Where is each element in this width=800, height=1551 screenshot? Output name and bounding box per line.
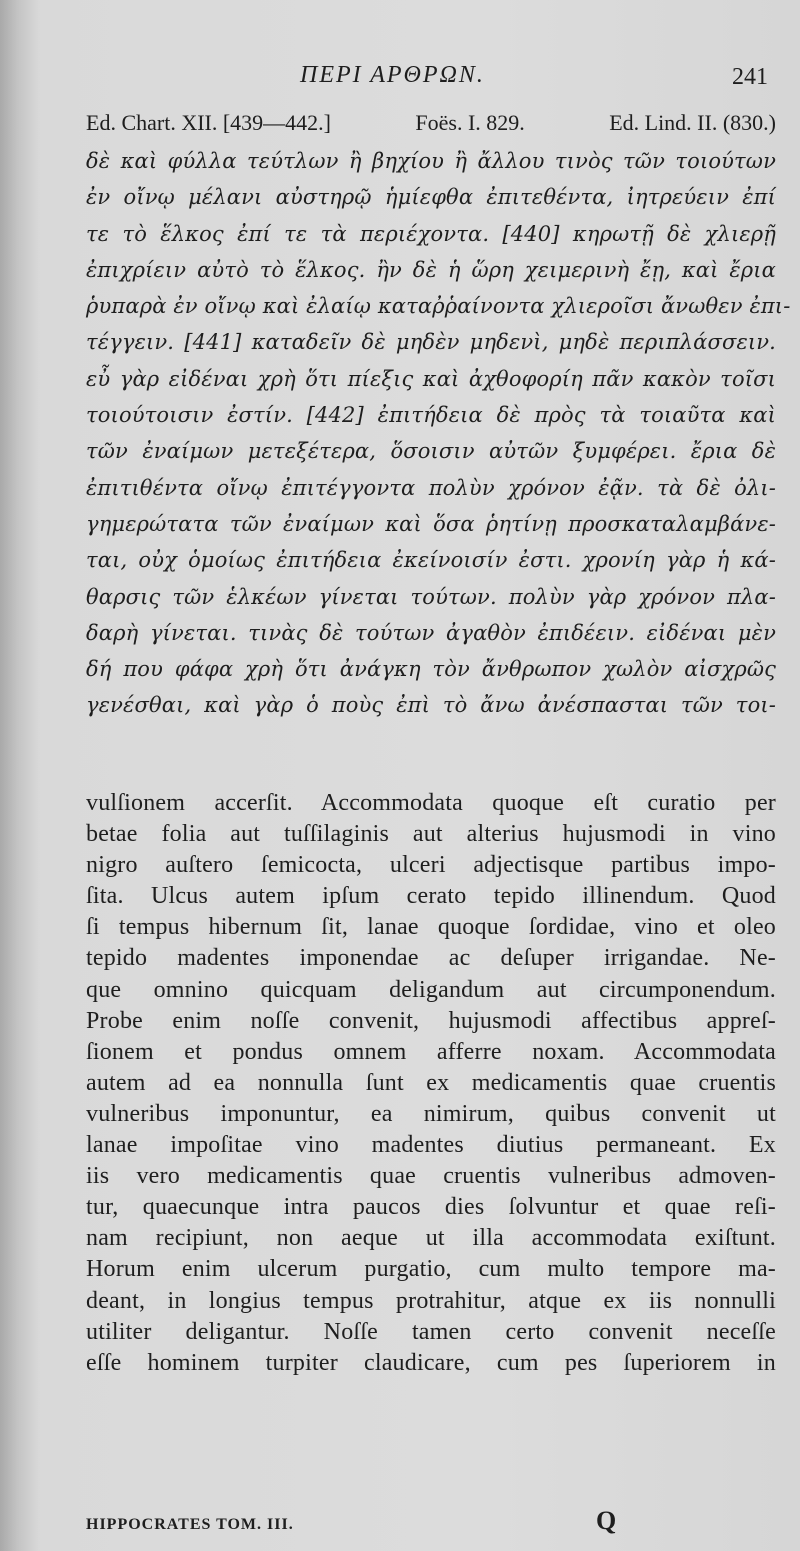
greek-line: ῥυπαρὰ ἐν οἴνῳ καὶ ἐλαίῳ καταῤῥαίνοντα χλιεροῖσι ἄνωθεν ἐπι- [86,294,791,319]
signature-mark: Q [596,1506,617,1535]
greek-line: γημερώτατα τῶν ἐναίμων καὶ ὅσα ῥητίνῃ προσκαταλαμβάνε- [86,511,776,536]
latin-line: betae folia aut tuſſilaginis aut alterius hujusmodi in vino [86,821,776,848]
page-footer [86,1506,776,1542]
greek-line: εὖ γὰρ εἰδέναι χρὴ ὅτι πίεξις καὶ ἀχθοφορίη πᾶν κακὸν τοῖσι [86,366,776,391]
greek-line: ἐν οἴνῳ μέλανι αὐστηρῷ ἡμίεφθα ἐπιτεθέντα, ἰητρεύειν ἐπί [86,185,776,210]
greek-line: δὲ καὶ φύλλα τεύτλων ἢ βηχίου ἢ ἄλλου τινὸς τῶν τοιούτων [86,149,776,173]
greek-line: τε τὸ ἕλκος ἐπί τε τὰ περιέχοντα. [440] κηρωτῇ δὲ χλιερῇ [86,221,776,246]
latin-line: vulneribus imponuntur, ea nimirum, quibus convenit ut [86,1100,776,1127]
latin-line: lanae impoſitae vino madentes diutius permaneant. Ex [86,1132,776,1159]
greek-text-block [86,143,791,724]
latin-line: tepido madentes imponendae ac deſuper irrigandae. Ne- [86,945,776,972]
greek-line: τῶν ἐναίμων μετεξέτερα, ὅσοισιν αὐτῶν ξυμφέρει. ἔρια δὲ [86,439,776,464]
latin-line: nam recipiunt, non aeque ut illa accommodata exiſtunt. [86,1225,776,1252]
greek-line: δή που φάφα χρὴ ὅτι ἀνάγκη τὸν ἄνθρωπον χωλὸν αἰσχρῶς [86,657,776,682]
latin-line: ſionem et pondus omnem afferre noxam. Accommodata [86,1038,776,1065]
greek-line: γενέσθαι, καὶ γὰρ ὁ ποὺς ἐπὶ τὸ ἄνω ἀνέσπασται τῶν τοι- [86,693,776,718]
running-title: ΠΕΡΙ ΑΡΘΡΩΝ. [300,62,485,88]
latin-line: vulſionem accerſit. Accommodata quoque eſt curatio per [86,790,776,816]
latin-line: eſſe hominem turpiter claudicare, cum pes ſuperiorem in [86,1349,776,1376]
greek-line: ἐπιχρίειν αὐτὸ τὸ ἕλκος. ἢν δὲ ἡ ὥρη χειμερινὴ ἔῃ, καὶ ἔρια [86,257,776,282]
latin-line: utiliter deligantur. Noſſe tamen certo convenit neceſſe [86,1318,776,1345]
edition-chartier: Ed. Chart. XII. [439—442.] [86,110,332,135]
greek-line: τέγγειν. [441] καταδεῖν δὲ μηδὲν μηδενὶ, μηδὲ περιπλάσσειν. [86,330,776,355]
latin-line: que omnino quicquam deligandum aut circumponendum. [86,976,776,1003]
greek-line: ται, οὐχ ὁμοίως ἐπιτήδεια ἐκείνοισίν ἐστι. χρονίη γὰρ ἡ κά- [86,548,776,573]
edition-reference-line [86,110,776,136]
greek-line: θαρσις τῶν ἑλκέων γίνεται τούτων. πολὺν γὰρ χρόνον πλα- [86,584,776,609]
page-number: 241 [732,64,768,90]
greek-line: ἐπιτιθέντα οἴνῳ ἐπιτέγγοντα πολὺν χρόνον ἐᾷν. τὰ δὲ ὀλι- [86,475,776,500]
greek-line: δαρὴ γίνεται. τινὰς δὲ τούτων ἀγαθὸν ἐπιδέειν. εἰδέναι μὲν [86,620,776,645]
latin-line: deant, in longius tempus protrahitur, atque ex iis nonnulli [86,1287,776,1314]
latin-line: autem ad ea nonnulla ſunt ex medicamentis quae cruentis [86,1069,776,1096]
latin-line: Probe enim noſſe convenit, hujusmodi affectibus appreſ- [86,1007,776,1034]
latin-line: ſita. Ulcus autem ipſum cerato tepido illinendum. Quod [86,883,776,910]
latin-line: ſi tempus hibernum ſit, lanae quoque ſordidae, vino et oleo [86,914,776,941]
latin-text-block [86,788,776,1379]
signature-line: HIPPOCRATES TOM. III. [86,1516,294,1533]
latin-line: nigro auſtero ſemicocta, ulceri adjectisque partibus impo- [86,852,776,879]
greek-line: τοιούτοισιν ἐστίν. [442] ἐπιτήδεια δὲ πρὸς τὰ τοιαῦτα καὶ [86,403,776,428]
running-head [0,58,800,98]
edition-linden: Ed. Lind. II. (830.) [609,110,776,135]
latin-line: iis vero medicamentis quae cruentis vulneribus admoven- [86,1163,776,1190]
edition-foesius: Foës. I. 829. [415,110,525,135]
latin-line: Horum enim ulcerum purgatio, cum multo tempore ma- [86,1256,776,1283]
latin-line: tur, quaecunque intra paucos dies ſolvuntur et quae reſi- [86,1194,776,1221]
